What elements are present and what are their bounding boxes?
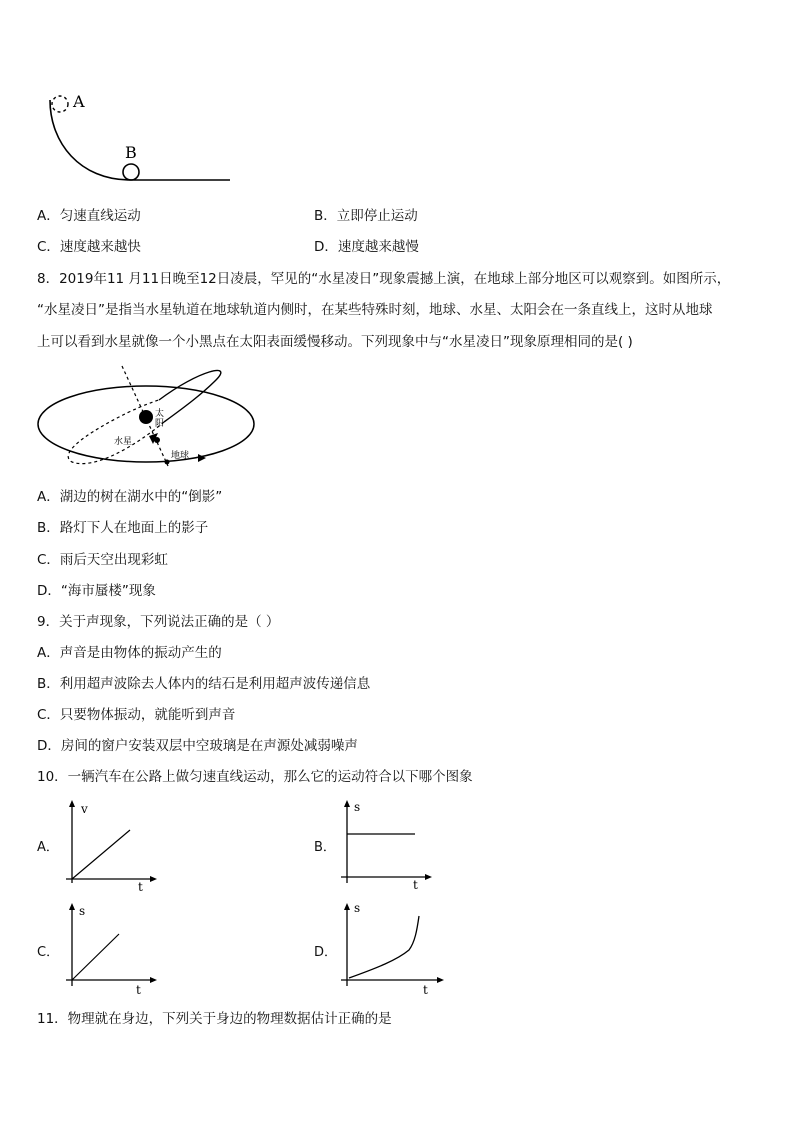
sun-label-2: 阳 [155,419,165,429]
sun-label-1: 太 [155,409,165,419]
q9-option-a: A．声音是由物体的振动产生的 [37,645,222,661]
graph-a-y-label: v [81,802,88,816]
q10-stem: 10．一辆汽车在公路上做匀速直线运动，那么它的运动符合以下哪个图象 [37,769,473,785]
q8-option-b: B．路灯下人在地面上的影子 [37,520,209,536]
graph-c-x-label: t [136,983,141,997]
q9-option-b: B．利用超声波除去人体内的结石是利用超声波传递信息 [37,676,371,692]
q7-option-c: C．速度越来越快 [37,239,141,255]
graph-c-y-arrow [69,903,75,910]
q8-stem-line3: 上可以看到水星就像一个小黑点在太阳表面缓慢移动。下列现象中与“水星凌日”现象原理相同的是( ) [37,334,633,350]
graph-b-x-arrow [425,874,432,880]
label-a: A [73,92,85,111]
graph-a-y-arrow [69,800,75,807]
q8-option-a: A．湖边的树在湖水中的“倒影” [37,489,223,505]
graph-a-x-arrow [150,876,157,882]
q8-option-d: D．“海市蜃楼”现象 [37,583,156,599]
graph-d-x-label: t [423,983,428,997]
graph-d-x-arrow [437,977,444,983]
q9-option-d: D．房间的窗户安装双层中空玻璃是在声源处减弱噪声 [37,738,358,754]
graph-d-series-curve [349,916,419,978]
graph-a-series-line [72,830,130,879]
graph-b [337,797,433,893]
graph-a [62,797,158,893]
graph-d [337,900,447,998]
graph-b-y-arrow [344,800,350,807]
graph-c-x-arrow [150,977,157,983]
graph-c [62,900,158,998]
graph-a-x-label: t [138,880,143,893]
graph-c-series-line [72,934,119,980]
q9-option-c: C．只要物体振动，就能听到声音 [37,707,236,723]
graph-a-label: A． [37,840,59,855]
q8-option-c: C．雨后天空出现彩虹 [37,552,168,568]
orbit-figure [34,362,264,474]
graph-d-y-label: s [354,901,361,915]
q7-option-d: D．速度越来越慢 [314,239,419,255]
graph-d-label: D． [314,945,338,960]
q11-stem: 11．物理就在身边，下列关于身边的物理数据估计正确的是 [37,1011,392,1027]
mercury-orbit-solid [159,370,221,422]
q7-option-a: A．匀速直线运动 [37,208,141,224]
q9-stem: 9．关于声现象，下列说法正确的是（ ） [37,614,280,630]
ball-b [123,164,139,180]
track-figure [40,88,240,188]
label-b: B [125,143,137,162]
q8-stem-line1: 8．2019年11 月11日晚至12日凌晨，罕见的“水星凌日”现象震撼上演，在地球上部分地区可以观察到。如图所示， [37,271,731,287]
sun [139,410,153,424]
mercury-label: 水星 [114,437,133,447]
earth-label: 地球 [171,451,190,461]
graph-c-y-label: s [79,904,86,918]
q8-stem-line2: “水星凌日”是指当水星轨道在地球轨道内侧时，在某些特殊时刻，地球、水星、太阳会在一条直线上，这时从地球 [37,302,713,318]
graph-d-y-arrow [344,903,350,910]
ball-a-dashed [52,96,68,112]
q7-option-b: B．立即停止运动 [314,208,418,224]
graph-c-label: C． [37,945,60,960]
earth [165,460,170,465]
graph-b-x-label: t [413,878,418,892]
curved-track [50,100,230,180]
graph-b-label: B． [314,840,336,855]
graph-b-y-label: s [354,800,361,814]
